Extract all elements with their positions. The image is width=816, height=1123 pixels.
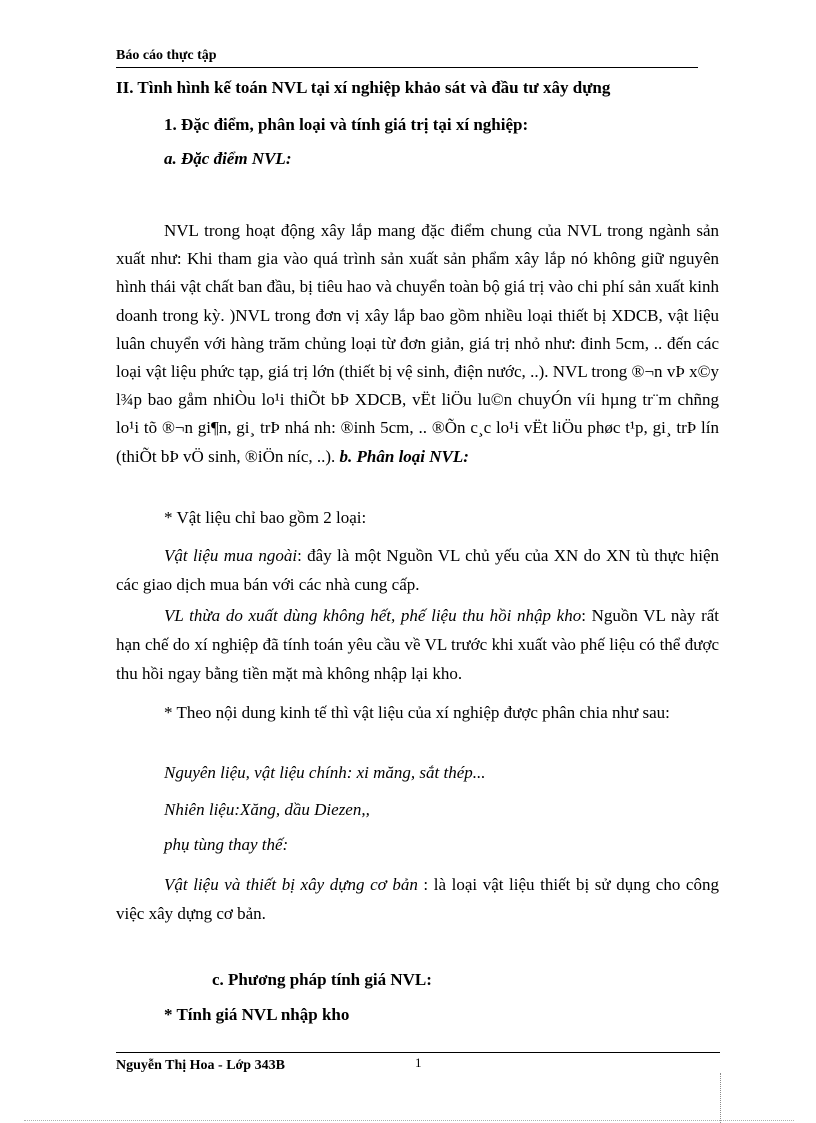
classification-item-surplus [116, 601, 719, 688]
subsection-b-heading: b. Phân loại NVL: [339, 446, 469, 466]
subsection-c-subheading: * Tính giá NVL nhập kho [164, 1005, 350, 1024]
header-label: Báo cáo thực tập [116, 48, 217, 63]
page-number: 1 [415, 1055, 422, 1070]
item-surplus-text: : Nguồn VL này rất hạn chế do xí nghiệp đã tính toán yêu cầu về VL trước khi xuất vào phế liệu có thể được thu hồi ngay bằng tiền mặt mà không nhập lại kho. [116, 606, 720, 683]
item-purchased-label: Vật liệu mua ngoài [164, 546, 298, 565]
subsection-c-heading: c. Phương pháp tính giá NVL: [212, 970, 432, 989]
page-edge-marker [720, 1073, 722, 1123]
footer-divider [116, 1052, 720, 1053]
paragraph-characteristics [116, 217, 719, 471]
classification-by-content-intro: * Theo nội dung kinh tế thì vật liệu của xí nghiệp được phân chia như sau: [164, 703, 670, 722]
header-divider [116, 67, 698, 68]
subsection-heading: 1. Đặc điểm, phân loại và tính giá trị tại xí nghiệp: [164, 115, 529, 134]
list-item: Nguyên liệu, vật liệu chính: xi măng, sắt thép... [164, 763, 486, 782]
item-construction-text: : là loại vật liệu thiết bị sử dụng cho công việc xây dựng cơ bản. [116, 875, 719, 923]
page-bottom-edge [24, 1120, 794, 1121]
list-item: Nhiên liệu:Xăng, dầu Diezen,, [164, 800, 370, 819]
footer-author: Nguyễn Thị Hoa - Lớp 343B [116, 1058, 285, 1073]
item-surplus-label: VL thừa do xuất dùng không hết, phế liệu thu hồi nhập kho [164, 606, 582, 625]
item-construction-label: Vật liệu và thiết bị xây dựng cơ bản [164, 875, 418, 894]
section-heading: II. Tình hình kế toán NVL tại xí nghiệp khảo sát và đầu tư xây dựng [116, 78, 611, 97]
item-purchased-text: : đây là một Nguồn VL chủ yếu của XN do XN tù thực hiện các giao dịch mua bán với các nhà cung cấp. [116, 546, 720, 594]
classification-item-construction [116, 870, 719, 928]
list-item: phụ tùng thay thế: [164, 835, 289, 854]
paragraph-characteristics-text: NVL trong hoạt động xây lắp mang đặc điểm chung của NVL trong ngành sản xuất như: Khi tham gia vào quá trình sản xuất sản phẩm xây lắp nó không giữ nguyên hình thái vật chất ban đầu, bị tiêu hao và chuyển toàn bộ giá trị vào chi phí sản xuất kinh doanh trong kỳ. )NVL trong đơn vị xây lắp bao gồm nhiều loại thiết bị XDCB, vật liệu luân chuyển với hàng trăm chủng loại từ đơn giản, giá trị nhỏ như: đinh 5cm, .. đến các loại vật liệu phức tạp, giá trị lớn (thiết bị vệ sinh, điện nước, ..). NVL trong ®¬n vÞ x©y l¾p bao gåm nhiÒu lo¹i thiÕt bÞ XDCB, vËt liÖu lu©n chuyÓn víi hµng tr¨m chñng lo¹i tõ ®¬n gi¶n, gi¸ trÞ nhá nh: ®inh 5cm, .. ®Õn c¸c lo¹i vËt liÖu phøc t¹p, gi¸ trÞ lín (thiÕt bÞ vÖ sinh, ®iÖn níc, ..). [116, 221, 719, 466]
subsection-a-heading: a. Đặc điểm NVL: [164, 149, 292, 168]
classification-intro: * Vật liệu chỉ bao gồm 2 loại: [164, 508, 367, 527]
classification-item-purchased [116, 541, 719, 599]
